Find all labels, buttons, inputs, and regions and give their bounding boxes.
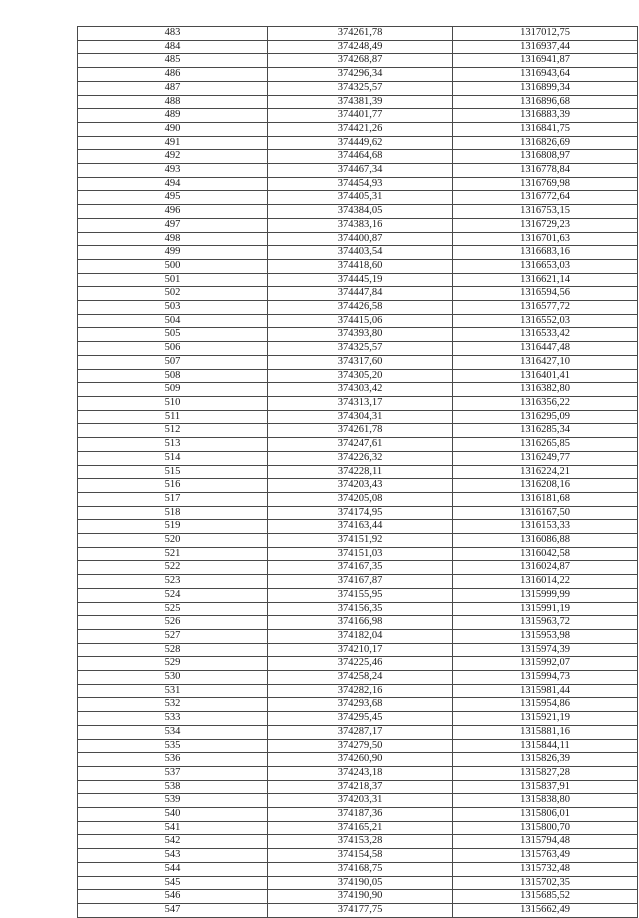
y-coordinate-cell: 1316769,98 <box>453 177 638 191</box>
y-coordinate-cell: 1316181,68 <box>453 492 638 506</box>
x-coordinate-cell: 374151,92 <box>268 534 453 548</box>
table-row <box>78 40 638 54</box>
x-coordinate-cell: 374295,45 <box>268 712 453 726</box>
table-row <box>78 575 638 589</box>
table-row <box>78 273 638 287</box>
y-coordinate-cell: 1316577,72 <box>453 301 638 315</box>
table-row <box>78 342 638 356</box>
table-row <box>78 561 638 575</box>
table-row <box>78 122 638 136</box>
point-number-cell: 510 <box>78 396 268 410</box>
x-coordinate-cell: 374154,58 <box>268 849 453 863</box>
point-number-cell: 545 <box>78 876 268 890</box>
table-row <box>78 68 638 82</box>
table-row <box>78 794 638 808</box>
point-number-cell: 492 <box>78 150 268 164</box>
table-row <box>78 287 638 301</box>
x-coordinate-cell: 374166,98 <box>268 616 453 630</box>
y-coordinate-cell: 1316024,87 <box>453 561 638 575</box>
point-number-cell: 489 <box>78 109 268 123</box>
point-number-cell: 536 <box>78 753 268 767</box>
x-coordinate-cell: 374287,17 <box>268 725 453 739</box>
x-coordinate-cell: 374384,05 <box>268 205 453 219</box>
y-coordinate-cell: 1316295,09 <box>453 410 638 424</box>
point-number-cell: 541 <box>78 821 268 835</box>
table-row <box>78 205 638 219</box>
table-row <box>78 95 638 109</box>
point-number-cell: 512 <box>78 424 268 438</box>
y-coordinate-cell: 1316285,34 <box>453 424 638 438</box>
point-number-cell: 511 <box>78 410 268 424</box>
y-coordinate-cell: 1316167,50 <box>453 506 638 520</box>
x-coordinate-cell: 374225,46 <box>268 657 453 671</box>
table-row <box>78 438 638 452</box>
x-coordinate-cell: 374260,90 <box>268 753 453 767</box>
table-row <box>78 808 638 822</box>
table-row <box>78 355 638 369</box>
table-row <box>78 712 638 726</box>
table-row <box>78 191 638 205</box>
y-coordinate-cell: 1316249,77 <box>453 451 638 465</box>
table-row <box>78 424 638 438</box>
point-number-cell: 531 <box>78 684 268 698</box>
y-coordinate-cell: 1315881,16 <box>453 725 638 739</box>
y-coordinate-cell: 1316086,88 <box>453 534 638 548</box>
y-coordinate-cell: 1315999,99 <box>453 588 638 602</box>
table-row <box>78 821 638 835</box>
x-coordinate-cell: 374228,11 <box>268 465 453 479</box>
table-row <box>78 629 638 643</box>
x-coordinate-cell: 374153,28 <box>268 835 453 849</box>
x-coordinate-cell: 374293,68 <box>268 698 453 712</box>
point-number-cell: 509 <box>78 383 268 397</box>
y-coordinate-cell: 1315921,19 <box>453 712 638 726</box>
y-coordinate-cell: 1315837,91 <box>453 780 638 794</box>
x-coordinate-cell: 374467,34 <box>268 164 453 178</box>
table-row <box>78 739 638 753</box>
point-number-cell: 519 <box>78 520 268 534</box>
table-row <box>78 109 638 123</box>
point-number-cell: 485 <box>78 54 268 68</box>
y-coordinate-cell: 1316447,48 <box>453 342 638 356</box>
point-number-cell: 528 <box>78 643 268 657</box>
point-number-cell: 540 <box>78 808 268 822</box>
point-number-cell: 533 <box>78 712 268 726</box>
y-coordinate-cell: 1316427,10 <box>453 355 638 369</box>
y-coordinate-cell: 1316594,56 <box>453 287 638 301</box>
point-number-cell: 521 <box>78 547 268 561</box>
x-coordinate-cell: 374261,78 <box>268 27 453 41</box>
x-coordinate-cell: 374282,16 <box>268 684 453 698</box>
point-number-cell: 487 <box>78 81 268 95</box>
y-coordinate-cell: 1316808,97 <box>453 150 638 164</box>
x-coordinate-cell: 374325,57 <box>268 81 453 95</box>
x-coordinate-cell: 374403,54 <box>268 246 453 260</box>
table-row <box>78 671 638 685</box>
point-number-cell: 488 <box>78 95 268 109</box>
x-coordinate-cell: 374190,90 <box>268 890 453 904</box>
table-row <box>78 383 638 397</box>
point-number-cell: 543 <box>78 849 268 863</box>
x-coordinate-cell: 374165,21 <box>268 821 453 835</box>
y-coordinate-cell: 1316896,68 <box>453 95 638 109</box>
point-number-cell: 483 <box>78 27 268 41</box>
table-row <box>78 451 638 465</box>
y-coordinate-cell: 1315974,39 <box>453 643 638 657</box>
point-number-cell: 490 <box>78 122 268 136</box>
x-coordinate-cell: 374182,04 <box>268 629 453 643</box>
point-number-cell: 484 <box>78 40 268 54</box>
y-coordinate-cell: 1316772,64 <box>453 191 638 205</box>
y-coordinate-cell: 1315826,39 <box>453 753 638 767</box>
y-coordinate-cell: 1315954,86 <box>453 698 638 712</box>
point-number-cell: 495 <box>78 191 268 205</box>
x-coordinate-cell: 374247,61 <box>268 438 453 452</box>
table-row <box>78 753 638 767</box>
y-coordinate-cell: 1316014,22 <box>453 575 638 589</box>
point-number-cell: 491 <box>78 136 268 150</box>
table-row <box>78 698 638 712</box>
point-number-cell: 529 <box>78 657 268 671</box>
y-coordinate-cell: 1315827,28 <box>453 766 638 780</box>
y-coordinate-cell: 1315662,49 <box>453 904 638 918</box>
x-coordinate-cell: 374381,39 <box>268 95 453 109</box>
x-coordinate-cell: 374167,87 <box>268 575 453 589</box>
x-coordinate-cell: 374454,93 <box>268 177 453 191</box>
y-coordinate-cell: 1316943,64 <box>453 68 638 82</box>
table-row <box>78 849 638 863</box>
table-row <box>78 616 638 630</box>
point-number-cell: 486 <box>78 68 268 82</box>
y-coordinate-cell: 1315963,72 <box>453 616 638 630</box>
point-number-cell: 493 <box>78 164 268 178</box>
table-row <box>78 890 638 904</box>
y-coordinate-cell: 1316729,23 <box>453 218 638 232</box>
point-number-cell: 544 <box>78 862 268 876</box>
y-coordinate-cell: 1316042,58 <box>453 547 638 561</box>
x-coordinate-cell: 374258,24 <box>268 671 453 685</box>
table-row <box>78 150 638 164</box>
x-coordinate-cell: 374218,37 <box>268 780 453 794</box>
point-number-cell: 505 <box>78 328 268 342</box>
x-coordinate-cell: 374383,16 <box>268 218 453 232</box>
y-coordinate-cell: 1316401,41 <box>453 369 638 383</box>
x-coordinate-cell: 374418,60 <box>268 259 453 273</box>
y-coordinate-cell: 1315702,35 <box>453 876 638 890</box>
point-number-cell: 523 <box>78 575 268 589</box>
point-number-cell: 500 <box>78 259 268 273</box>
x-coordinate-cell: 374313,17 <box>268 396 453 410</box>
point-number-cell: 502 <box>78 287 268 301</box>
point-number-cell: 524 <box>78 588 268 602</box>
point-number-cell: 539 <box>78 794 268 808</box>
table-row <box>78 602 638 616</box>
point-number-cell: 517 <box>78 492 268 506</box>
x-coordinate-cell: 374304,31 <box>268 410 453 424</box>
y-coordinate-cell: 1315981,44 <box>453 684 638 698</box>
point-number-cell: 534 <box>78 725 268 739</box>
table-row <box>78 643 638 657</box>
x-coordinate-cell: 374447,84 <box>268 287 453 301</box>
y-coordinate-cell: 1316753,15 <box>453 205 638 219</box>
y-coordinate-cell: 1316841,75 <box>453 122 638 136</box>
point-number-cell: 514 <box>78 451 268 465</box>
table-row <box>78 657 638 671</box>
table-row <box>78 301 638 315</box>
table-row <box>78 27 638 41</box>
x-coordinate-cell: 374174,95 <box>268 506 453 520</box>
y-coordinate-cell: 1315844,11 <box>453 739 638 753</box>
table-row <box>78 492 638 506</box>
point-number-cell: 516 <box>78 479 268 493</box>
y-coordinate-cell: 1315685,52 <box>453 890 638 904</box>
x-coordinate-cell: 374203,31 <box>268 794 453 808</box>
x-coordinate-cell: 374248,49 <box>268 40 453 54</box>
x-coordinate-cell: 374317,60 <box>268 355 453 369</box>
x-coordinate-cell: 374203,43 <box>268 479 453 493</box>
x-coordinate-cell: 374167,35 <box>268 561 453 575</box>
y-coordinate-cell: 1315806,01 <box>453 808 638 822</box>
point-number-cell: 513 <box>78 438 268 452</box>
table-row <box>78 588 638 602</box>
x-coordinate-cell: 374177,75 <box>268 904 453 918</box>
table-row <box>78 54 638 68</box>
x-coordinate-cell: 374187,36 <box>268 808 453 822</box>
point-number-cell: 499 <box>78 246 268 260</box>
table-row <box>78 410 638 424</box>
table-row <box>78 684 638 698</box>
y-coordinate-cell: 1315838,80 <box>453 794 638 808</box>
table-row <box>78 862 638 876</box>
y-coordinate-cell: 1316701,63 <box>453 232 638 246</box>
table-row <box>78 904 638 918</box>
table-row <box>78 835 638 849</box>
x-coordinate-cell: 374421,26 <box>268 122 453 136</box>
y-coordinate-cell: 1316533,42 <box>453 328 638 342</box>
y-coordinate-cell: 1315794,48 <box>453 835 638 849</box>
y-coordinate-cell: 1316937,44 <box>453 40 638 54</box>
table-row <box>78 465 638 479</box>
point-number-cell: 518 <box>78 506 268 520</box>
y-coordinate-cell: 1316621,14 <box>453 273 638 287</box>
y-coordinate-cell: 1316899,34 <box>453 81 638 95</box>
y-coordinate-cell: 1316653,03 <box>453 259 638 273</box>
point-number-cell: 542 <box>78 835 268 849</box>
point-number-cell: 515 <box>78 465 268 479</box>
point-number-cell: 535 <box>78 739 268 753</box>
point-number-cell: 526 <box>78 616 268 630</box>
y-coordinate-cell: 1316382,80 <box>453 383 638 397</box>
point-number-cell: 506 <box>78 342 268 356</box>
table-row <box>78 314 638 328</box>
y-coordinate-cell: 1316356,22 <box>453 396 638 410</box>
y-coordinate-cell: 1315732,48 <box>453 862 638 876</box>
table-row <box>78 520 638 534</box>
point-number-cell: 497 <box>78 218 268 232</box>
point-number-cell: 496 <box>78 205 268 219</box>
table-row <box>78 232 638 246</box>
table-row <box>78 218 638 232</box>
y-coordinate-cell: 1315800,70 <box>453 821 638 835</box>
x-coordinate-cell: 374405,31 <box>268 191 453 205</box>
y-coordinate-cell: 1316265,85 <box>453 438 638 452</box>
x-coordinate-cell: 374243,18 <box>268 766 453 780</box>
x-coordinate-cell: 374261,78 <box>268 424 453 438</box>
y-coordinate-cell: 1315992,07 <box>453 657 638 671</box>
point-number-cell: 525 <box>78 602 268 616</box>
point-number-cell: 507 <box>78 355 268 369</box>
y-coordinate-cell: 1316224,21 <box>453 465 638 479</box>
table-row <box>78 534 638 548</box>
y-coordinate-cell: 1316778,84 <box>453 164 638 178</box>
table-row <box>78 246 638 260</box>
table-row <box>78 164 638 178</box>
x-coordinate-cell: 374151,03 <box>268 547 453 561</box>
y-coordinate-cell: 1316208,16 <box>453 479 638 493</box>
y-coordinate-cell: 1315953,98 <box>453 629 638 643</box>
x-coordinate-cell: 374400,87 <box>268 232 453 246</box>
point-number-cell: 501 <box>78 273 268 287</box>
x-coordinate-cell: 374279,50 <box>268 739 453 753</box>
point-number-cell: 508 <box>78 369 268 383</box>
point-number-cell: 546 <box>78 890 268 904</box>
x-coordinate-cell: 374168,75 <box>268 862 453 876</box>
x-coordinate-cell: 374163,44 <box>268 520 453 534</box>
x-coordinate-cell: 374445,19 <box>268 273 453 287</box>
y-coordinate-cell: 1315991,19 <box>453 602 638 616</box>
table-row <box>78 259 638 273</box>
table-row <box>78 479 638 493</box>
table-row <box>78 547 638 561</box>
x-coordinate-cell: 374190,05 <box>268 876 453 890</box>
point-number-cell: 538 <box>78 780 268 794</box>
x-coordinate-cell: 374325,57 <box>268 342 453 356</box>
point-number-cell: 504 <box>78 314 268 328</box>
coordinates-table-body <box>78 27 638 918</box>
point-number-cell: 530 <box>78 671 268 685</box>
x-coordinate-cell: 374205,08 <box>268 492 453 506</box>
table-row <box>78 766 638 780</box>
y-coordinate-cell: 1316683,16 <box>453 246 638 260</box>
x-coordinate-cell: 374155,95 <box>268 588 453 602</box>
point-number-cell: 520 <box>78 534 268 548</box>
x-coordinate-cell: 374226,32 <box>268 451 453 465</box>
y-coordinate-cell: 1315994,73 <box>453 671 638 685</box>
point-number-cell: 532 <box>78 698 268 712</box>
x-coordinate-cell: 374268,87 <box>268 54 453 68</box>
y-coordinate-cell: 1316552,03 <box>453 314 638 328</box>
point-number-cell: 537 <box>78 766 268 780</box>
point-number-cell: 527 <box>78 629 268 643</box>
y-coordinate-cell: 1316883,39 <box>453 109 638 123</box>
x-coordinate-cell: 374303,42 <box>268 383 453 397</box>
y-coordinate-cell: 1316941,87 <box>453 54 638 68</box>
table-row <box>78 396 638 410</box>
x-coordinate-cell: 374464,68 <box>268 150 453 164</box>
x-coordinate-cell: 374305,20 <box>268 369 453 383</box>
x-coordinate-cell: 374426,58 <box>268 301 453 315</box>
x-coordinate-cell: 374415,06 <box>268 314 453 328</box>
y-coordinate-cell: 1315763,49 <box>453 849 638 863</box>
table-row <box>78 369 638 383</box>
x-coordinate-cell: 374296,34 <box>268 68 453 82</box>
table-row <box>78 177 638 191</box>
point-number-cell: 498 <box>78 232 268 246</box>
point-number-cell: 547 <box>78 904 268 918</box>
table-row <box>78 136 638 150</box>
coordinates-table <box>77 26 638 918</box>
y-coordinate-cell: 1317012,75 <box>453 27 638 41</box>
point-number-cell: 503 <box>78 301 268 315</box>
x-coordinate-cell: 374401,77 <box>268 109 453 123</box>
table-row <box>78 725 638 739</box>
table-row <box>78 328 638 342</box>
table-row <box>78 506 638 520</box>
table-row <box>78 81 638 95</box>
point-number-cell: 522 <box>78 561 268 575</box>
x-coordinate-cell: 374393,80 <box>268 328 453 342</box>
table-row <box>78 780 638 794</box>
y-coordinate-cell: 1316153,33 <box>453 520 638 534</box>
y-coordinate-cell: 1316826,69 <box>453 136 638 150</box>
point-number-cell: 494 <box>78 177 268 191</box>
x-coordinate-cell: 374210,17 <box>268 643 453 657</box>
x-coordinate-cell: 374449,62 <box>268 136 453 150</box>
table-row <box>78 876 638 890</box>
x-coordinate-cell: 374156,35 <box>268 602 453 616</box>
